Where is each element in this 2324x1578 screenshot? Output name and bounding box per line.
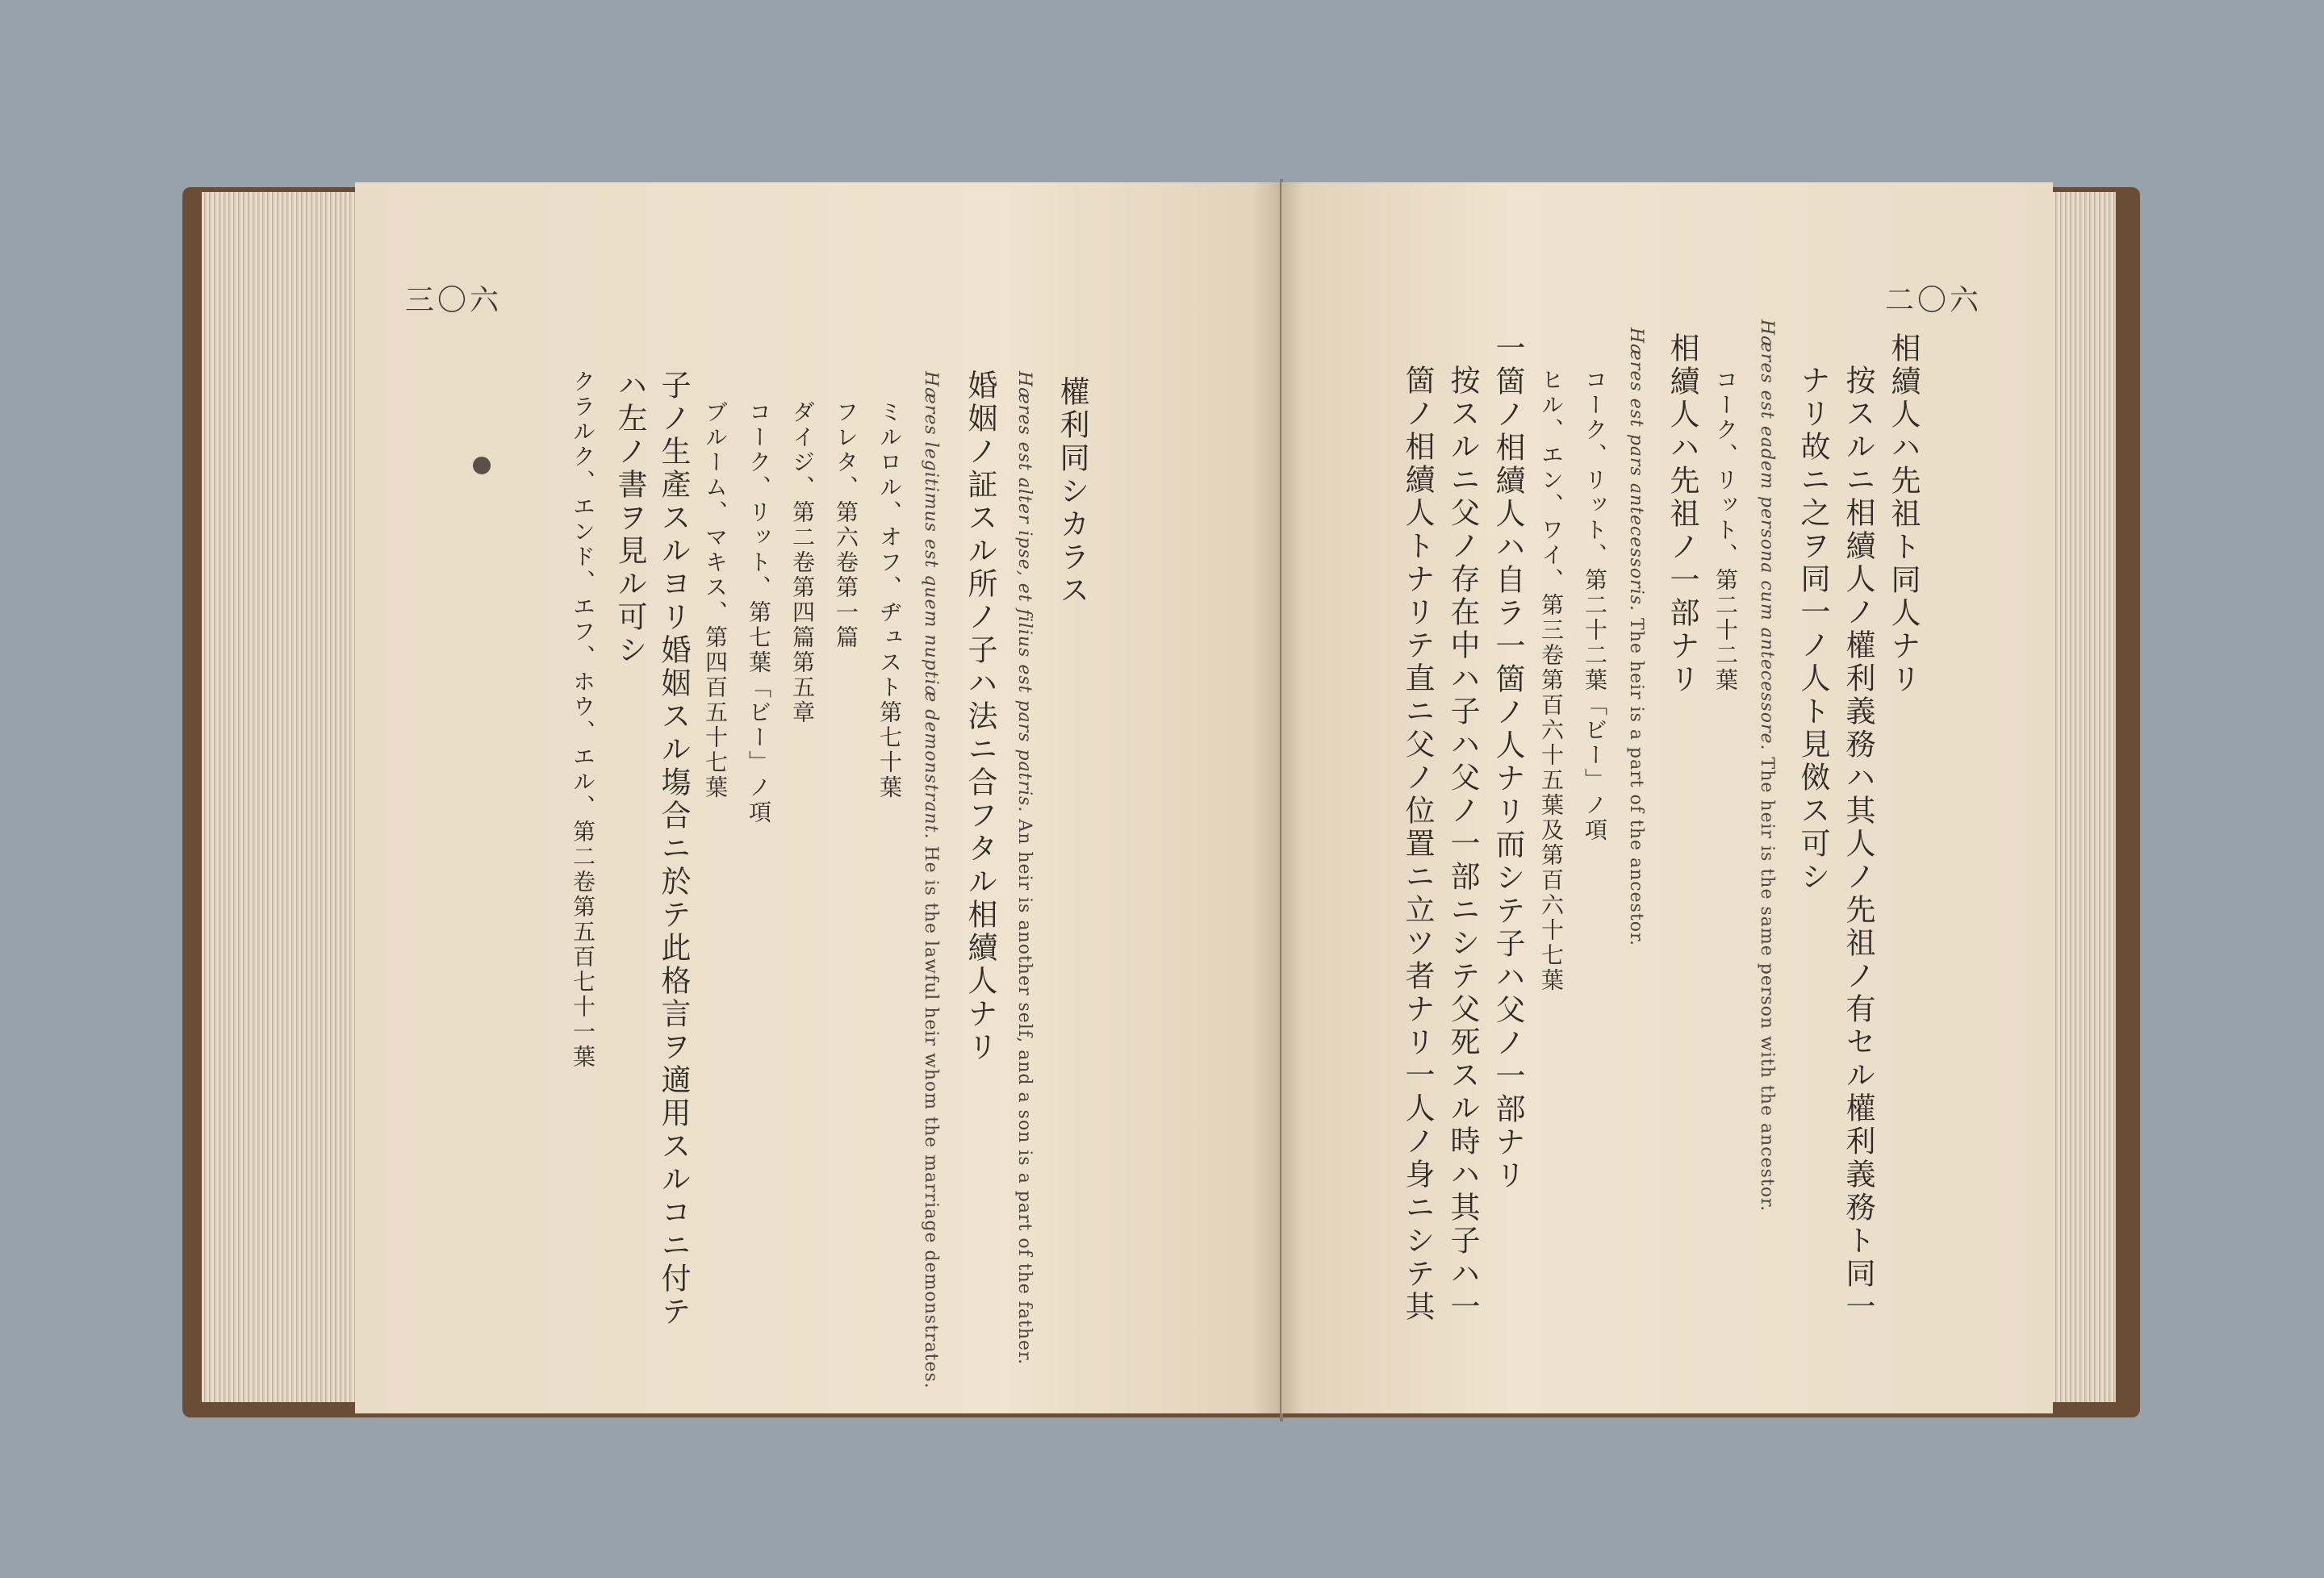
citation-column: ブルーム、マキス、第四百五十七葉 <box>702 400 729 800</box>
text-column: 相續人ハ先祖ノ一部ナリ <box>1665 332 1699 696</box>
text-column: 按スルニ父ノ存在中ハ子ハ父ノ一部ニシテ父死スル時ハ其子ハ一 <box>1445 365 1480 1324</box>
latin-column <box>1015 371 1033 1365</box>
citation-column: クラルク、エンド、エフ、ホウ、エル、第二卷第五百七十一葉 <box>570 369 596 1070</box>
citation-column: ミルロル、オフ、ヂュスト第七十葉 <box>876 400 903 800</box>
latin-maxim: Hæres est alter ipse, et filius est pars patris. <box>1014 371 1035 813</box>
citation-column: コーク、リット、第七葉「ビー」ノ項 <box>746 400 772 825</box>
latin-translation: He is the lawful heir whom the marriage demonstrates. <box>921 839 941 1389</box>
open-book <box>182 179 2140 1423</box>
text-column: 按スルニ相續人ノ權利義務ハ其人ノ先祖ノ有セル權利義務ト同一 <box>1841 365 1875 1324</box>
text-column: ハ左ノ書ヲ見ル可シ <box>612 369 647 667</box>
left-page-number: 三〇六 <box>405 284 503 317</box>
latin-translation: The heir is the same person with the ancestor. <box>1757 750 1777 1213</box>
text-column: 子ノ生產スルヨリ婚姻スル塲合ニ於テ此格言ヲ適用スルコニ付テ <box>656 369 691 1329</box>
latin-maxim: Hæres est eadem persona cum antecessore. <box>1757 319 1777 751</box>
citation-column: ヒル、エン、ワイ、第三卷第百六十五葉及第百六十七葉 <box>1538 368 1565 993</box>
left-page-edges <box>202 192 375 1402</box>
latin-maxim: Hæres legitimus est quem nuptiæ demonstrant. <box>921 371 941 840</box>
text-column: 一箇ノ相續人ハ自ラ一箇ノ人ナリ而シテ子ハ父ノ一部ナリ <box>1490 332 1525 1192</box>
text-column: ナリ故ニ之ヲ同一ノ人ト見傚ス可シ <box>1795 365 1830 894</box>
left-page <box>355 182 1281 1413</box>
right-page <box>1281 182 2053 1413</box>
text-column: 箇ノ相續人トナリテ直ニ父ノ位置ニ立ツ者ナリ一人ノ身ニシテ其 <box>1400 365 1435 1324</box>
right-page-number: 二〇六 <box>1885 284 1983 317</box>
citation-column: ダイジ、第二卷第四篇第五章 <box>789 400 816 725</box>
latin-maxim: Hæres est pars antecessoris. <box>1626 328 1646 612</box>
latin-translation: The heir is a part of the ancestor. <box>1626 611 1646 947</box>
text-column: 權利同シカラス <box>1055 376 1089 607</box>
latin-column <box>1627 328 1645 946</box>
page-stain <box>473 457 491 474</box>
citation-column: コーク、リット、第二十二葉 <box>1712 368 1739 693</box>
latin-column <box>1758 319 1775 1212</box>
text-column: 相續人ハ先祖ト同人ナリ <box>1886 332 1921 696</box>
text-column: 婚姻ノ証スル所ノ子ハ法ニ合フタル相續人ナリ <box>963 369 997 1064</box>
citation-column: フレタ、第六卷第一篇 <box>833 400 859 650</box>
citation-column: コーク、リット、第二十二葉「ビー」ノ項 <box>1582 368 1608 843</box>
latin-column <box>922 371 939 1389</box>
latin-translation: An heir is another self, and a son is a part of the father. <box>1014 812 1035 1366</box>
